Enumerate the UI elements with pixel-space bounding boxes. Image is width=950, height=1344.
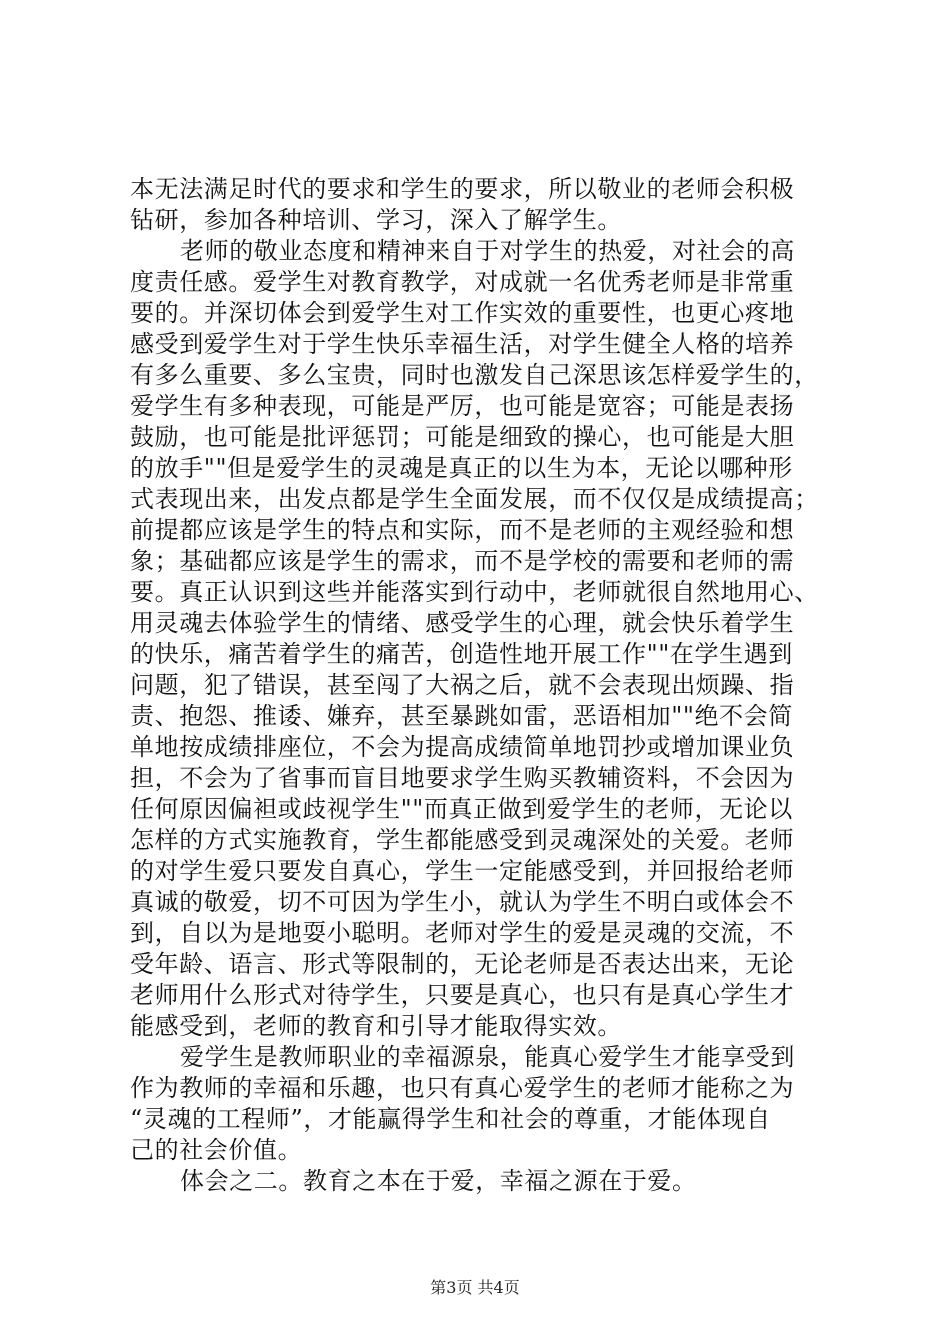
text-line: 作为教师的幸福和乐趣，也只有真心爱学生的老师才能称之为 — [130, 1074, 795, 1102]
page-number-footer: 第3页 共4页 — [430, 1278, 520, 1297]
text-line: 感受到爱学生对于学生快乐幸福生活，对学生健全人格的培养 — [130, 330, 795, 358]
text-line: 老师用什么形式对待学生，只要是真心，也只有是真心学生才 — [130, 981, 795, 1009]
text-line: “灵魂的工程师”，才能赢得学生和社会的尊重，才能体现自 — [130, 1105, 771, 1133]
text-line: 鼓励，也可能是批评惩罚；可能是细致的操心，也可能是大胆 — [130, 423, 795, 451]
text-line: 责、抱怨、推诿、嫌弃，甚至暴跳如雷，恶语相加""绝不会简 — [130, 702, 793, 730]
text-line: 怎样的方式实施教育，学生都能感受到灵魂深处的关爱。老师 — [130, 826, 795, 854]
paragraph-start-line: 爱学生是教师职业的幸福源泉，能真心爱学生才能享受到 — [180, 1043, 795, 1071]
text-line: 真诚的敬爱，切不可因为学生小，就认为学生不明白或体会不 — [130, 888, 795, 916]
text-line: 象；基础都应该是学生的需求，而不是学校的需要和老师的需 — [130, 547, 795, 575]
text-line: 前提都应该是学生的特点和实际，而不是老师的主观经验和想 — [130, 516, 795, 544]
text-line: 有多么重要、多么宝贵，同时也激发自己深思该怎样爱学生的， — [130, 361, 819, 389]
text-line: 的对学生爱只要发自真心，学生一定能感受到，并回报给老师 — [130, 857, 795, 885]
text-line: 任何原因偏袒或歧视学生""而真正做到爱学生的老师，无论以 — [130, 795, 793, 823]
text-line: 钻研，参加各种培训、学习，深入了解学生。 — [130, 206, 622, 234]
text-line: 能感受到，老师的教育和引导才能取得实效。 — [130, 1012, 622, 1040]
text-line: 用灵魂去体验学生的情绪、感受学生的心理，就会快乐着学生 — [130, 609, 795, 637]
text-line: 受年龄、语言、形式等限制的，无论老师是否表达出来，无论 — [130, 950, 795, 978]
body-text — [130, 174, 830, 1197]
text-line: 到，自以为是地耍小聪明。老师对学生的爱是灵魂的交流，不 — [130, 919, 795, 947]
text-line: 问题，犯了错误，甚至闯了大祸之后，就不会表现出烦躁、指 — [130, 671, 795, 699]
text-line: 爱学生有多种表现，可能是严厉，也可能是宽容；可能是表扬 — [130, 392, 795, 420]
text-line: 式表现出来，出发点都是学生全面发展，而不仅仅是成绩提高； — [130, 485, 819, 513]
paragraph-start-line: 体会之二。教育之本在于爱，幸福之源在于爱。 — [180, 1167, 697, 1195]
text-line: 度责任感。爱学生对教育教学，对成就一名优秀老师是非常重 — [130, 268, 795, 296]
text-line: 单地按成绩排座位，不会为提高成绩简单地罚抄或增加课业负 — [130, 733, 795, 761]
paragraph-start-line: 老师的敬业态度和精神来自于对学生的热爱，对社会的高 — [180, 237, 795, 265]
text-line: 本无法满足时代的要求和学生的要求，所以敬业的老师会积极 — [130, 175, 795, 203]
text-line: 要。真正认识到这些并能落实到行动中，老师就很自然地用心、 — [130, 578, 819, 606]
text-line: 要的。并深切体会到爱学生对工作实效的重要性，也更心疼地 — [130, 299, 795, 327]
text-line: 的快乐，痛苦着学生的痛苦，创造性地开展工作""在学生遇到 — [130, 640, 793, 668]
text-line: 的放手""但是爱学生的灵魂是真正的以生为本，无论以哪种形 — [130, 454, 793, 482]
text-line: 己的社会价值。 — [130, 1136, 303, 1164]
text-line: 担，不会为了省事而盲目地要求学生购买教辅资料，不会因为 — [130, 764, 795, 792]
